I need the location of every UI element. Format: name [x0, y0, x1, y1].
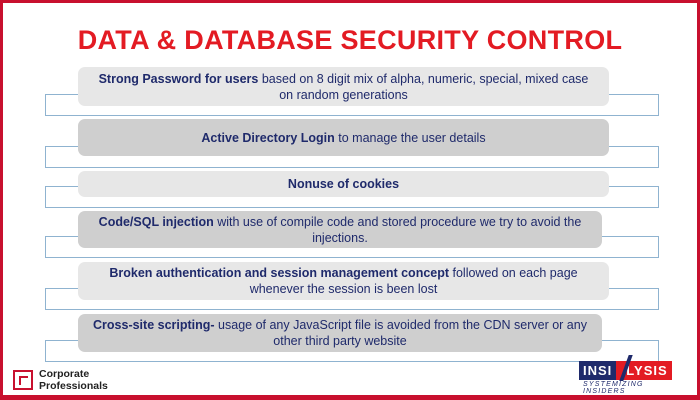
- item-box: [78, 119, 609, 156]
- cp-logo-line2: Professionals: [39, 380, 108, 392]
- cp-logo-text: [39, 368, 108, 392]
- item-text: [92, 265, 595, 297]
- cp-logo-mark-icon: [13, 370, 33, 390]
- insilysis-tagline: SYSTEMIZING INSIDERS: [583, 381, 644, 395]
- item-detail-text: to manage the user details: [334, 130, 486, 145]
- corporate-professionals-logo: [13, 368, 108, 392]
- item-bold-text: Cross-site scripting-: [93, 318, 215, 332]
- item-bold-text: Code/SQL injection: [98, 214, 214, 229]
- item-text: [92, 71, 595, 103]
- item-bold-text: Nonuse of cookies: [287, 177, 400, 191]
- item-text: [288, 176, 399, 192]
- item-box: [78, 211, 602, 248]
- item-detail-text: with use of compile code and stored procedure we try to avoid the injections.: [213, 214, 582, 245]
- item-bold-text: Strong Password for users: [98, 71, 259, 86]
- slide-title: DATA & DATABASE SECURITY CONTROL: [77, 25, 623, 55]
- item-text: [92, 214, 588, 246]
- insilysis-logo: [579, 355, 687, 395]
- cp-logo-line1: Corporate: [39, 368, 90, 380]
- insilysis-wordmark-part2: LYSIS: [616, 361, 671, 380]
- item-detail-text: followed on each page whenever the session is been lost: [249, 266, 578, 296]
- item-bold-text: Active Directory Login: [201, 130, 335, 145]
- item-text: [201, 130, 485, 146]
- item-text: [92, 317, 588, 349]
- item-detail-text: based on 8 digit mix of alpha, numeric, special, mixed case on random generations: [258, 71, 589, 102]
- item-box: [78, 171, 609, 197]
- item-detail-text: usage of any JavaScript file is avoided from the CDN server or any other third party website: [214, 318, 587, 348]
- item-box: [78, 67, 609, 106]
- insilysis-wordmark-part1: INSI: [579, 361, 616, 380]
- item-box: [78, 314, 602, 352]
- item-bold-text: Broken authentication and session management concept: [109, 266, 450, 280]
- item-box: [78, 262, 609, 300]
